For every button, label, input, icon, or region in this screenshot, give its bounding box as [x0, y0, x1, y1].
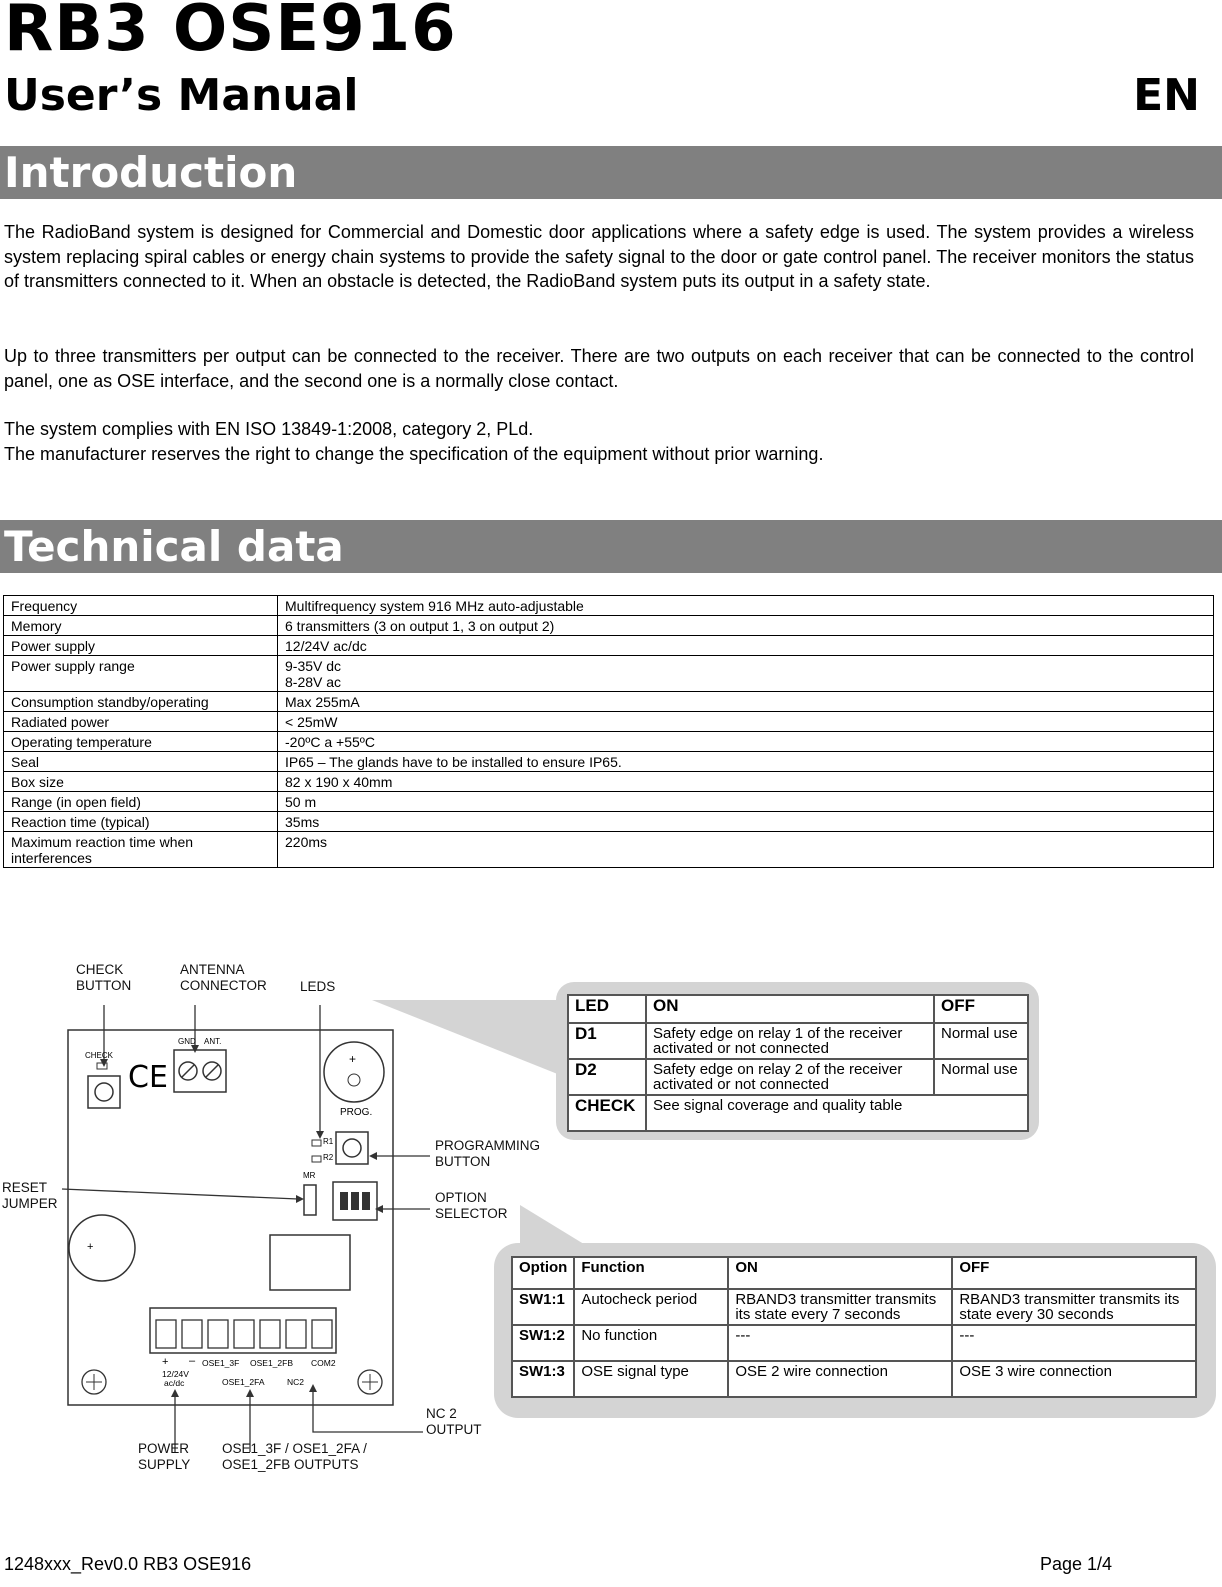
tech-key: Operating temperature: [4, 732, 278, 752]
antenna-connector-shape: [174, 1050, 226, 1092]
board-label-supply-type: ac/dc: [164, 1378, 185, 1388]
led-name: CHECK: [568, 1095, 646, 1131]
board-label-ose1-2fb: OSE1_2FB: [250, 1358, 293, 1368]
tech-row: [4, 596, 1214, 616]
board-label-check: CHECK: [85, 1051, 114, 1060]
led-header-off: OFF: [934, 995, 1028, 1023]
terminal-block-shape: [150, 1308, 336, 1353]
led-on-text: See signal coverage and quality table: [646, 1095, 1028, 1131]
section-heading-introduction: Introduction: [0, 146, 1222, 199]
option-function: OSE signal type: [574, 1361, 728, 1397]
tech-value-line: 12/24V ac/dc: [285, 638, 367, 654]
option-function: Autocheck period: [574, 1289, 728, 1325]
tech-value-line: -20ºC a +55ºC: [285, 734, 375, 750]
tech-value-line: < 25mW: [285, 714, 338, 730]
tech-value: [278, 692, 1214, 712]
board-label-ose1-2fa: OSE1_2FA: [222, 1377, 265, 1387]
label-reset-jumper: RESET JUMPER: [2, 1180, 58, 1211]
tech-value-line: 8-28V ac: [285, 674, 342, 690]
board-label-cap-plus: +: [87, 1241, 94, 1253]
tech-row: [4, 732, 1214, 752]
option-header-option: Option: [512, 1257, 574, 1289]
wiring-diagram: [0, 960, 1222, 1500]
label-power-supply: POWER SUPPLY: [138, 1441, 191, 1472]
option-selector-table: [511, 1256, 1197, 1398]
tech-row: [4, 656, 1214, 692]
board-label-supply-volt: 12/24V: [162, 1369, 189, 1379]
label-ose-outputs: OSE1_3F / OSE1_2FA / OSE1_2FB OUTPUTS: [222, 1441, 367, 1472]
label-check-button: CHECK BUTTON: [76, 962, 132, 993]
board-label-supply-minus: –: [189, 1355, 196, 1367]
option-id: SW1:1: [512, 1289, 574, 1325]
led-on-text: Safety edge on relay 2 of the receiver activated or not connected: [646, 1059, 934, 1095]
tech-key: Range (in open field): [4, 792, 278, 812]
tech-key: Power supply: [4, 636, 278, 656]
tech-row: [4, 792, 1214, 812]
tech-value: [278, 732, 1214, 752]
document-subtitle: User’s Manual: [4, 70, 359, 121]
footer-page-number: Page 1/4: [1040, 1554, 1113, 1574]
intro-disclaimer: The manufacturer reserves the right to change the specification of the equipment without prior warning.: [4, 444, 824, 464]
label-programming-button: PROGRAMMING BUTTON: [435, 1138, 541, 1169]
intro-compliance: The system complies with EN ISO 13849-1:2008, category 2, PLd.: [4, 419, 534, 439]
tech-value-line: 9-35V dc: [285, 658, 342, 674]
board-label-ant: ANT.: [204, 1037, 222, 1046]
section-heading-technical-data: Technical data: [0, 520, 1222, 573]
tech-value-line: 82 x 190 x 40mm: [285, 774, 393, 790]
option-off: OSE 3 wire connection: [952, 1361, 1196, 1397]
tech-row: [4, 692, 1214, 712]
option-id: SW1:2: [512, 1325, 574, 1361]
led-table-row: [568, 1059, 1028, 1095]
ce-mark: CE: [128, 1060, 168, 1095]
tech-row: [4, 812, 1214, 832]
tech-value: [278, 656, 1214, 692]
led-table-panel: [556, 982, 1039, 1140]
option-off: ---: [952, 1325, 1196, 1361]
led-off-text: Normal use: [934, 1023, 1028, 1059]
label-antenna-connector: ANTENNA CONNECTOR: [180, 962, 267, 993]
tech-key: Maximum reaction time when interferences: [4, 832, 278, 868]
tech-row: [4, 712, 1214, 732]
board-label-r2: R2: [323, 1153, 334, 1162]
tech-row: [4, 752, 1214, 772]
tech-row: [4, 616, 1214, 636]
intro-paragraph-2: Up to three transmitters per output can be connected to the receiver. There are two outputs on each receiver that can be connected to the control panel, one as OSE interface, and the second one is a normally close contact.: [4, 346, 1194, 391]
tech-value: [278, 616, 1214, 636]
language-code: EN: [1133, 70, 1200, 121]
check-button-shape: [88, 1076, 120, 1108]
tech-value-line: 6 transmitters (3 on output 1, 3 on output 2): [285, 618, 555, 634]
board-label-supply-plus: +: [162, 1356, 169, 1368]
led-on-text: Safety edge on relay 1 of the receiver activated or not connected: [646, 1023, 934, 1059]
tech-value: [278, 792, 1214, 812]
tech-key: Seal: [4, 752, 278, 772]
tech-value: [278, 772, 1214, 792]
tech-value: [278, 832, 1214, 868]
option-header-function: Function: [574, 1257, 728, 1289]
option-header-off: OFF: [952, 1257, 1196, 1289]
board-label-mr: MR: [303, 1171, 316, 1180]
tech-value-line: IP65 – The glands have to be installed to ensure IP65.: [285, 754, 622, 770]
option-on: RBAND3 transmitter transmits its state every 7 seconds: [728, 1289, 952, 1325]
led-header-led: LED: [568, 995, 646, 1023]
tech-value: [278, 712, 1214, 732]
tech-value: [278, 596, 1214, 616]
option-table-row: [512, 1289, 1196, 1325]
tech-row: [4, 636, 1214, 656]
tech-value-line: 35ms: [285, 814, 320, 830]
programming-button-shape: [336, 1132, 368, 1164]
document-title: RB3 OSE916: [4, 0, 457, 66]
label-option-selector: OPTION SELECTOR: [435, 1190, 508, 1221]
tech-row: [4, 772, 1214, 792]
led-table-header: [568, 995, 1028, 1023]
led-off-text: Normal use: [934, 1059, 1028, 1095]
board-label-nc2: NC2: [287, 1377, 305, 1387]
footer-document-id: 1248xxx_Rev0.0 RB3 OSE916: [4, 1554, 252, 1574]
option-table-row: [512, 1325, 1196, 1361]
board-label-ose1-3f: OSE1_3F: [202, 1358, 240, 1368]
tech-value-line: Multifrequency system 916 MHz auto-adjustable: [285, 598, 584, 614]
tech-key: Box size: [4, 772, 278, 792]
option-function: No function: [574, 1325, 728, 1361]
tech-key: Radiated power: [4, 712, 278, 732]
option-header-on: ON: [728, 1257, 952, 1289]
led-name: D2: [568, 1059, 646, 1095]
option-on: OSE 2 wire connection: [728, 1361, 952, 1397]
tech-value: [278, 752, 1214, 772]
board-label-gnd: GND: [178, 1037, 196, 1046]
tech-key: Power supply range: [4, 656, 278, 692]
board-label-buzzer-plus: +: [349, 1052, 357, 1066]
tech-key: Memory: [4, 616, 278, 636]
tech-key: Frequency: [4, 596, 278, 616]
led-name: D1: [568, 1023, 646, 1059]
option-table-row: [512, 1361, 1196, 1397]
tech-value: [278, 812, 1214, 832]
board-label-prog: PROG.: [340, 1107, 373, 1118]
tech-value: [278, 636, 1214, 656]
tech-value-line: Max 255mA: [285, 694, 360, 710]
intro-paragraph-1: The RadioBand system is designed for Commercial and Domestic door applications where a safety edge is used. The system provides a wireless system replacing spiral cables or energy chain systems to provide the safety signal to the door or gate control panel. The receiver monitors the status of transmitters connected to it. When an obstacle is detected, the RadioBand system puts its output in a safety state.: [4, 222, 1194, 291]
label-leds: LEDS: [300, 979, 336, 994]
led-header-on: ON: [646, 995, 934, 1023]
led-status-table: [567, 994, 1029, 1132]
callout-wedge-leds: [372, 1000, 560, 1075]
option-table-panel: [494, 1243, 1216, 1418]
option-off: RBAND3 transmitter transmits its state every 30 seconds: [952, 1289, 1196, 1325]
label-nc2-output: NC 2 OUTPUT: [426, 1406, 482, 1437]
board-label-r1: R1: [323, 1137, 334, 1146]
technical-data-table: [3, 595, 1214, 868]
tech-key: Reaction time (typical): [4, 812, 278, 832]
option-id: SW1:3: [512, 1361, 574, 1397]
tech-row: [4, 832, 1214, 868]
tech-value-line: 220ms: [285, 834, 328, 850]
tech-value-line: 50 m: [285, 794, 317, 810]
tech-key: Consumption standby/operating: [4, 692, 278, 712]
option-on: ---: [728, 1325, 952, 1361]
option-table-header: [512, 1257, 1196, 1289]
board-label-com2: COM2: [311, 1358, 336, 1368]
led-table-row: [568, 1095, 1028, 1131]
led-table-row: [568, 1023, 1028, 1059]
